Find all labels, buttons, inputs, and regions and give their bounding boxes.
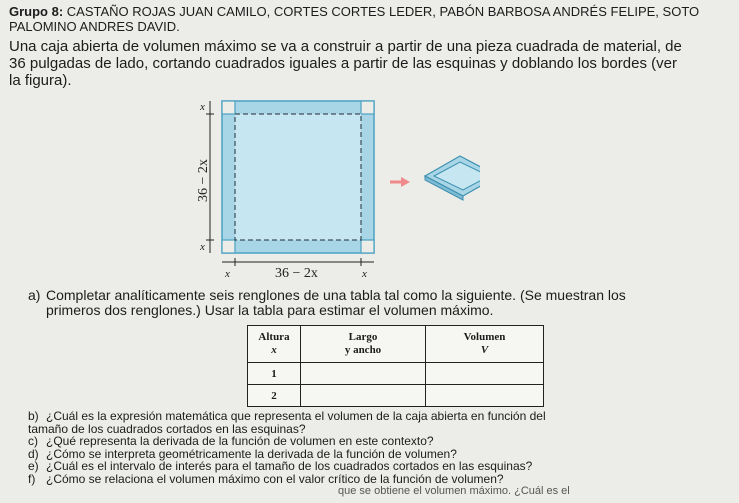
part-a xyxy=(28,288,718,318)
intro-line-1: Una caja abierta de volumen máximo se va a construir a partir de una pieza cuadrada de material, de xyxy=(9,38,682,55)
table-cell[interactable] xyxy=(426,385,544,407)
corner-x-label-top: x xyxy=(200,101,205,113)
question-e: e) ¿Cuál es el intervalo de interés para el tamaño de los cuadrados cortados en las esquinas? xyxy=(28,459,533,473)
header-altura: Altura x xyxy=(248,326,301,363)
intro-line-3: la figura). xyxy=(9,72,72,89)
questions-list xyxy=(28,410,728,498)
side-dimension-label: 36 − 2x xyxy=(196,159,211,202)
problem-statement xyxy=(9,38,731,89)
folded-box xyxy=(425,156,480,200)
question-b: b) ¿Cuál es la expresión matemática que representa el volumen de la caja abierta en función del xyxy=(28,409,546,423)
corner-x-label-left: x xyxy=(200,241,205,253)
intro-line-2: 36 pulgadas de lado, cortando cuadrados iguales a partir de las esquinas y doblando los bordes (ver xyxy=(9,55,677,72)
corner-square-tr xyxy=(361,101,374,114)
question-g-partial: que se obtiene el volumen máximo. ¿Cuál es el xyxy=(338,485,570,497)
members-line-2: PALOMINO ANDRES DAVID. xyxy=(9,19,180,34)
table-row xyxy=(248,363,544,385)
corner-x-label-bottom-left: x xyxy=(225,268,230,280)
question-c: c) ¿Qué representa la derivada de la función de volumen en este contexto? xyxy=(28,434,434,448)
fold-arrow xyxy=(390,177,410,187)
sheet-base xyxy=(235,114,361,240)
bottom-dimension-label: 36 − 2x xyxy=(275,266,318,281)
corner-square-bl xyxy=(222,240,235,253)
group-header xyxy=(9,4,731,34)
table-cell[interactable] xyxy=(301,385,426,407)
part-a-line-2: primeros dos renglones.) Usar la tabla para estimar el volumen máximo. xyxy=(46,302,494,318)
question-d: d) ¿Cómo se interpreta geométricamente la derivada de la función de volumen? xyxy=(28,446,457,461)
corner-square-br xyxy=(361,240,374,253)
group-label: Grupo 8: xyxy=(9,4,64,19)
volume-table xyxy=(247,325,544,407)
part-a-line-1: Completar analíticamente seis renglones de una tabla tal como la siguiente. (Se muestran los xyxy=(46,287,626,303)
corner-x-label-bottom-right: x xyxy=(362,268,367,280)
part-a-label: a) xyxy=(28,287,41,303)
table-cell: 1 xyxy=(248,363,301,385)
table-cell: 2 xyxy=(248,385,301,407)
volume-table-wrapper xyxy=(247,325,544,407)
question-f: f) ¿Cómo se relaciona el volumen máximo con el valor crítico de la función de volumen? xyxy=(28,471,504,486)
header-largo: Largo y ancho xyxy=(301,326,426,363)
table-cell[interactable] xyxy=(301,363,426,385)
box-figure xyxy=(180,90,480,285)
table-cell[interactable] xyxy=(426,363,544,385)
corner-square-tl xyxy=(222,101,235,114)
members-line-1: CASTAÑO ROJAS JUAN CAMILO, CORTES CORTES LEDER, PABÓN BARBOSA ANDRÉS FELIPE, SOTO xyxy=(66,4,700,19)
header-volumen: Volumen V xyxy=(426,326,544,363)
table-row xyxy=(248,385,544,407)
question-b-cont: tamaño de los cuadrados cortados en las esquinas? xyxy=(28,421,306,436)
table-header-row xyxy=(248,326,544,363)
